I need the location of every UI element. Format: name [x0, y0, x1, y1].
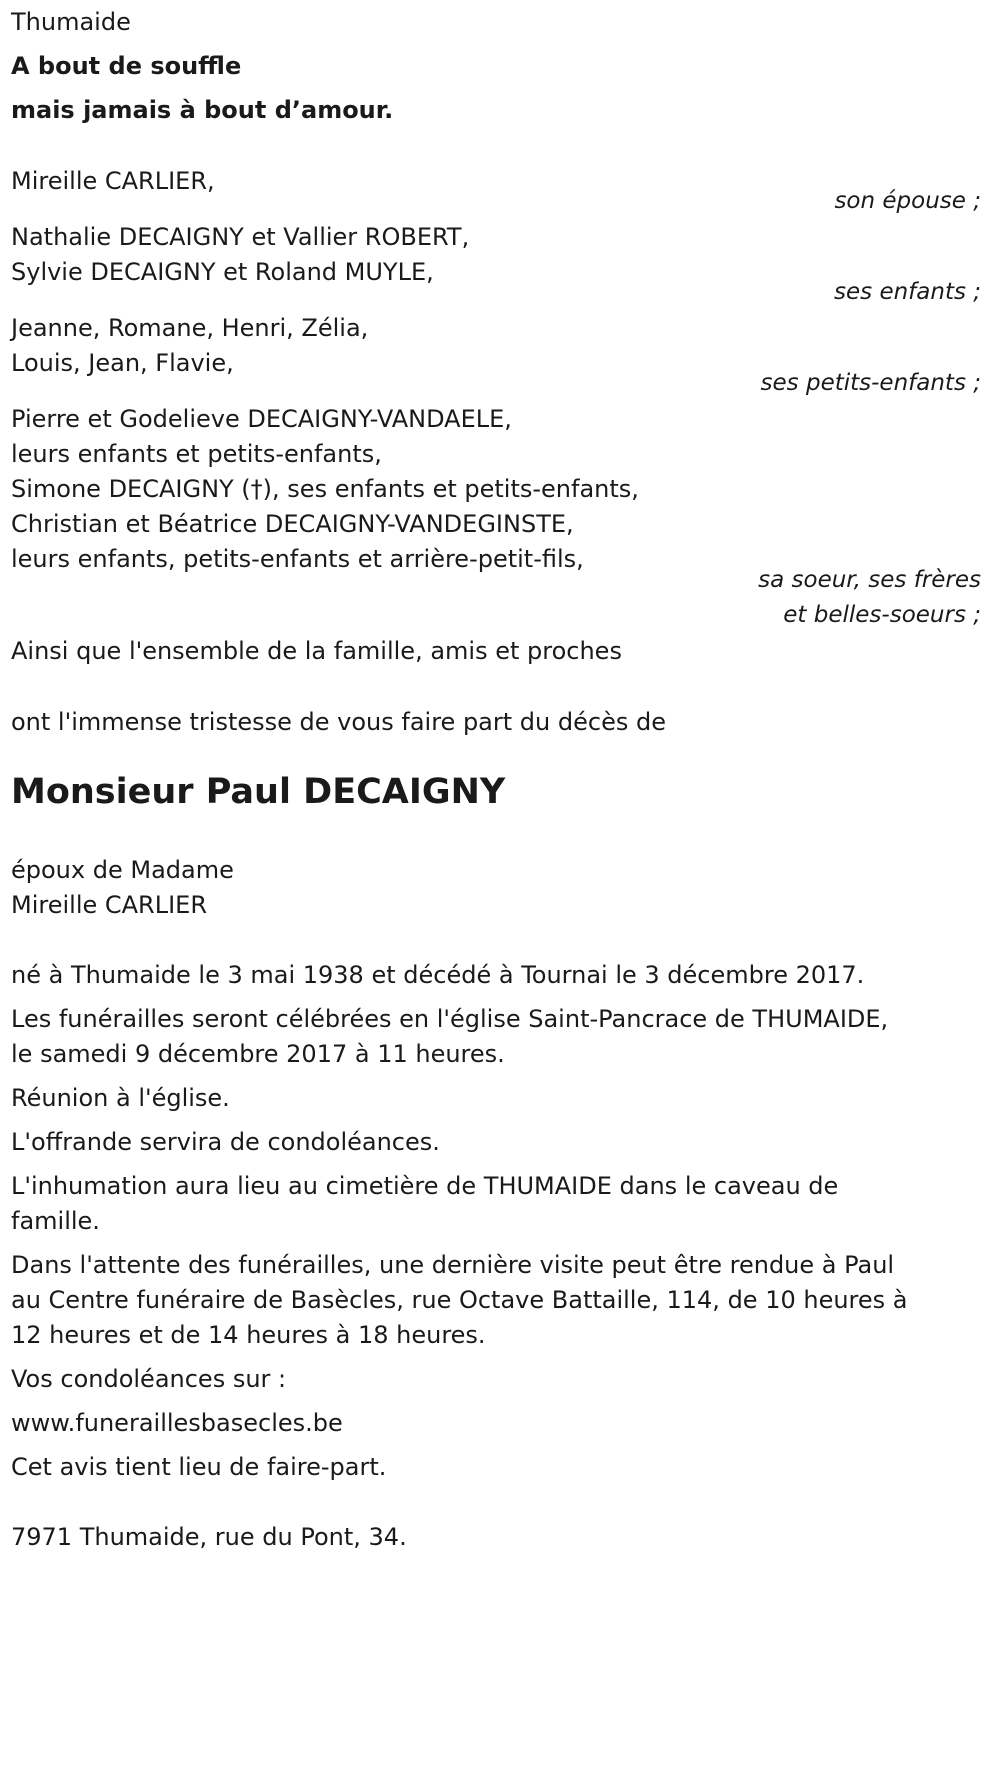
- burial-line-1: L'inhumation aura lieu au cimetière de THUMAIDE dans le caveau de: [11, 1172, 839, 1200]
- children-role: ses enfants ;: [834, 279, 981, 305]
- visit-line-3: 12 heures et de 14 heures à 18 heures.: [11, 1321, 486, 1349]
- notice-line: Cet avis tient lieu de faire-part.: [11, 1453, 387, 1481]
- spouse-line-2: Mireille CARLIER: [11, 891, 208, 919]
- visit-line-1: Dans l'attente des funérailles, une dernière visite peut être rendue à Paul: [11, 1251, 895, 1279]
- motto-line-1: A bout de souffle: [11, 52, 242, 80]
- offering-line: L'offrande servira de condoléances.: [11, 1128, 440, 1156]
- siblings-role-2: et belles-soeurs ;: [783, 602, 981, 628]
- grandchildren-line-2: Louis, Jean, Flavie,: [11, 349, 234, 377]
- funeral-line-1: Les funérailles seront célébrées en l'église Saint-Pancrace de THUMAIDE,: [11, 1005, 889, 1033]
- siblings-role-1: sa soeur, ses frères: [758, 567, 981, 593]
- condolences-label: Vos condoléances sur :: [11, 1365, 287, 1393]
- place-heading: Thumaide: [11, 8, 131, 36]
- wife-name: Mireille CARLIER,: [11, 167, 215, 195]
- visit-line-2: au Centre funéraire de Basècles, rue Octave Battaille, 114, de 10 heures à: [11, 1286, 908, 1314]
- children-line-1: Nathalie DECAIGNY et Vallier ROBERT,: [11, 223, 470, 251]
- motto-line-2: mais jamais à bout d’amour.: [11, 96, 394, 124]
- siblings-line-1: Pierre et Godelieve DECAIGNY-VANDAELE,: [11, 405, 512, 433]
- birth-death-line: né à Thumaide le 3 mai 1938 et décédé à Tournai le 3 décembre 2017.: [11, 961, 865, 989]
- spouse-line-1: époux de Madame: [11, 856, 234, 884]
- deceased-name: Monsieur Paul DECAIGNY: [11, 772, 506, 812]
- condolences-website: www.funeraillesbasecles.be: [11, 1409, 343, 1437]
- siblings-line-5: leurs enfants, petits-enfants et arrière-petit-fils,: [11, 545, 584, 573]
- wife-role: son épouse ;: [834, 188, 981, 214]
- announcement-intro: ont l'immense tristesse de vous faire part du décès de: [11, 708, 666, 736]
- others-line: Ainsi que l'ensemble de la famille, amis et proches: [11, 637, 622, 665]
- burial-line-2: famille.: [11, 1207, 100, 1235]
- children-line-2: Sylvie DECAIGNY et Roland MUYLE,: [11, 258, 434, 286]
- siblings-line-3: Simone DECAIGNY (†), ses enfants et petits-enfants,: [11, 475, 639, 503]
- grandchildren-role: ses petits-enfants ;: [760, 370, 981, 396]
- funeral-line-2: le samedi 9 décembre 2017 à 11 heures.: [11, 1040, 505, 1068]
- address-line: 7971 Thumaide, rue du Pont, 34.: [11, 1523, 407, 1551]
- siblings-line-4: Christian et Béatrice DECAIGNY-VANDEGINSTE,: [11, 510, 574, 538]
- siblings-line-2: leurs enfants et petits-enfants,: [11, 440, 382, 468]
- meeting-line: Réunion à l'église.: [11, 1084, 230, 1112]
- grandchildren-line-1: Jeanne, Romane, Henri, Zélia,: [11, 314, 369, 342]
